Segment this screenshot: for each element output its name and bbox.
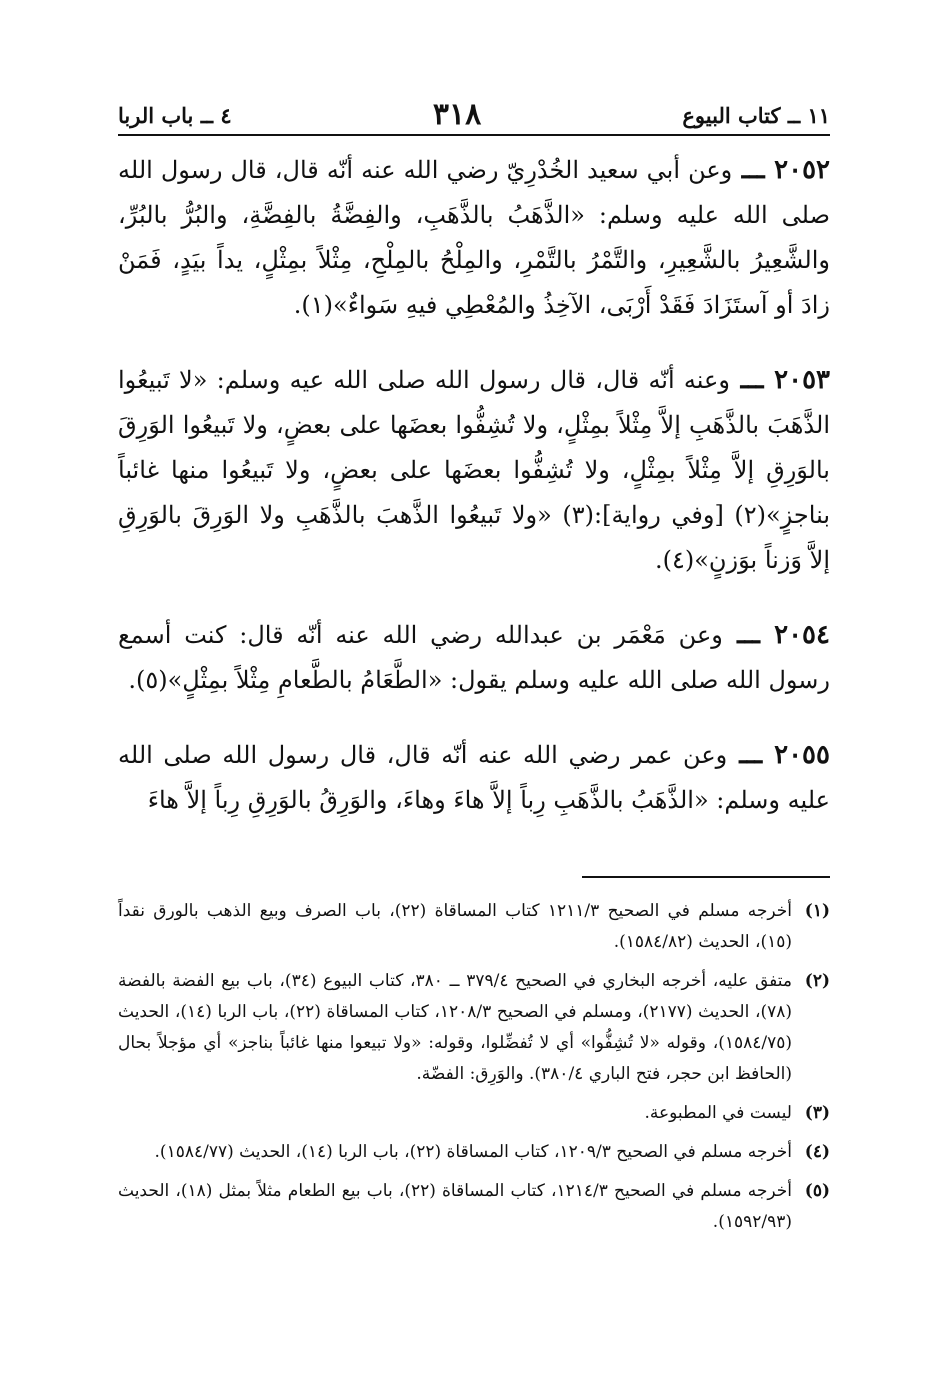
- section-title: ٤ ــ باب الربا: [118, 103, 232, 128]
- footnote-text: أخرجه مسلم في الصحيح ١٢٠٩/٣، كتاب المساقاة (٢٢)، باب الربا (١٤)، الحديث (١٥٨٤/٧٧).: [154, 1142, 792, 1162]
- chapter-title: ١١ ــ كتاب البيوع: [682, 103, 830, 128]
- footnotes: [118, 896, 830, 1246]
- hadith-number: ٢٠٥٤ ـــ: [723, 620, 830, 650]
- hadith-2055: [118, 733, 830, 823]
- footnote-marker: (١): [804, 901, 830, 921]
- hadith-2054: [118, 613, 830, 703]
- footnote-marker: (٢): [804, 971, 830, 991]
- footnote-2: [118, 966, 830, 1090]
- footnote-text: أخرجه مسلم في الصحيح ١٢١١/٣ كتاب المساقاة (٢٢)، باب الصرف وبيع الذهب بالورق نقداً (١٥)، الحديث (١٥٨٤/٨٢).: [118, 901, 792, 952]
- hadith-number: ٢٠٥٣ ـــ: [730, 365, 830, 395]
- hadith-number: ٢٠٥٢ ـــ: [732, 155, 830, 185]
- footnote-text: ليست في المطبوعة.: [644, 1103, 792, 1123]
- footnote-marker: (٤): [804, 1142, 830, 1162]
- hadith-number: ٢٠٥٥ ـــ: [727, 740, 830, 770]
- footnote-marker: (٥): [804, 1181, 830, 1201]
- hadith-text: وعن أبي سعيد الخُدْرِيّ رضي الله عنه أنّه قال، قال رسول الله صلى الله عليه وسلم: «الذَّهَبُ بالذَّهَبِ، والفِضَّةُ بالفِضَّةِ، والبُرُّ بالبُرِّ، والشَّعِيرُ بالشَّعِيرِ، والتَّمْرُ بالتَّمْرِ، والمِلْحُ بالمِلْحِ، مِثْلاً بمِثْلٍ، يداً بيَدٍ، فَمَنْ زادَ أو آستَزَادَ فَقَدْ أَرْبَى، الآخِذُ والمُعْطِي فيهِ سَواءٌ»(١).: [118, 156, 830, 319]
- page-header: [118, 88, 830, 136]
- main-text: [118, 148, 830, 853]
- footnote-marker: (٣): [804, 1103, 830, 1123]
- hadith-text: وعن مَعْمَر بن عبدالله رضي الله عنه أنّه قال: كنت أسمع رسول الله صلى الله عليه وسلم يقول: «الطَّعَامُ بالطَّعامِ مِثْلاً بمِثْلٍ»(٥).: [118, 621, 830, 694]
- footnote-1: [118, 896, 830, 958]
- footnote-divider: [582, 876, 830, 878]
- footnote-text: متفق عليه، أخرجه البخاري في الصحيح ٣٧٩/٤ ــ ٣٨٠، كتاب البيوع (٣٤)، باب بيع الفضة بالفضة (٧٨)، الحديث (٢١٧٧)، ومسلم في الصحيح ١٢٠٨/٣، كتاب المساقاة (٢٢)، باب الربا (١٤)، الحديث (١٥٨٤/٧٥)، وقوله «لا تُشِفُّوا» أي لا تُفضِّلوا، وقوله: «ولا تبيعوا منها غائباً بناجز» أي مؤجلاً بحال (الحافظ ابن حجر، فتح الباري ٣٨٠/٤). والوَرِق: الفضّة.: [118, 971, 792, 1084]
- hadith-2053: [118, 358, 830, 583]
- hadith-text: وعن عمر رضي الله عنه أنّه قال، قال رسول الله صلى الله عليه وسلم: «الذَّهَبُ بالذَّهَبِ رِباً إلاَّ هاءَ وهاءَ، والوَرِقُ بالوَرِقِ رِباً إلاَّ هاءَ: [118, 741, 830, 814]
- page-number: ٣١٨: [432, 97, 482, 132]
- footnote-5: [118, 1176, 830, 1238]
- hadith-text: وعنه أنّه قال، قال رسول الله صلى الله عيه وسلم: «لا تَبيعُوا الذَّهَبَ بالذَّهَبِ إلاَّ مِثْلاً بمِثْلٍ، ولا تُشِفُّوا بعضَها على بعضٍ، ولا تَبيعُوا الوَرِقَ بالوَرِقِ إلاَّ مِثْلاً بمِثْلٍ، ولا تُشِفُّوا بعضَها على بعضٍ، ولا تَبيعُوا منها غائباً بناجزٍ»(٢) [وفي رواية]:(٣) «ولا تَبيعُوا الذَّهبَ بالذَّهَبِ ولا الوَرِقَ بالوَرِقِ إلاَّ وَزناً بوَزنٍ»(٤).: [118, 366, 830, 574]
- hadith-2052: [118, 148, 830, 328]
- footnote-4: [118, 1137, 830, 1168]
- footnote-3: [118, 1098, 830, 1129]
- footnote-text: أخرجه مسلم في الصحيح ١٢١٤/٣، كتاب المساقاة (٢٢)، باب بيع الطعام مثلاً بمثل (١٨)، الحديث (١٥٩٢/٩٣).: [118, 1181, 792, 1232]
